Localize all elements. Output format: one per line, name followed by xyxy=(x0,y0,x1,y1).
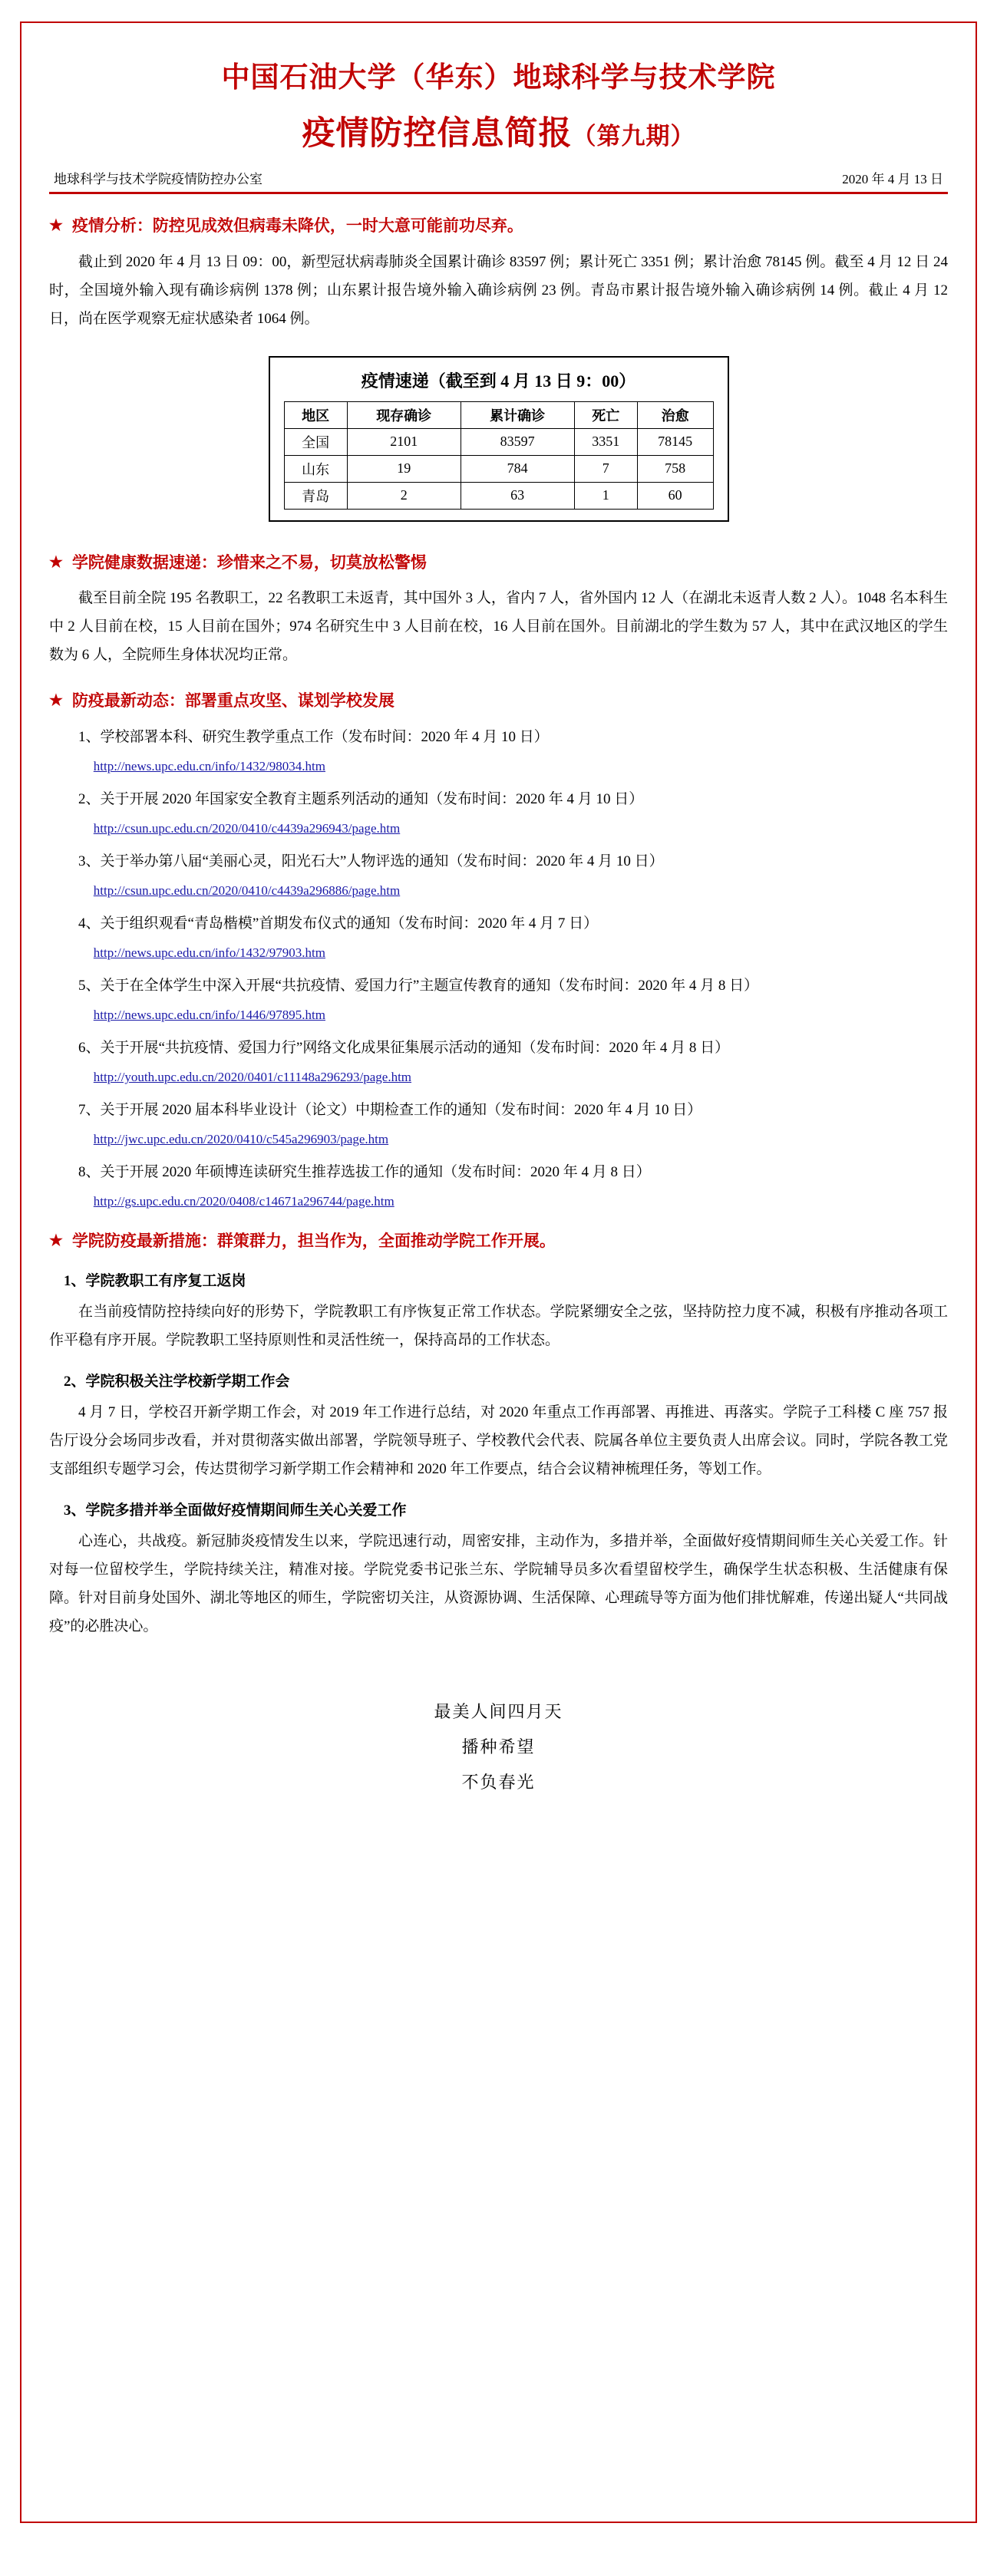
measure-3-title: 3、学院多措并举全面做好疫情期间师生关心关爱工作 xyxy=(64,1502,407,1519)
table-col-total: 累计确诊 xyxy=(461,401,574,428)
star-icon: ★ xyxy=(49,553,63,571)
cell-deaths: 3351 xyxy=(574,428,637,455)
section-heading-analysis xyxy=(49,214,948,239)
section-heading-measures-label: 学院防疫最新措施：群策群力，担当作为，全面推动学院工作开展。 xyxy=(71,1232,556,1251)
measure-3-text: 心连心，共战疫。新冠肺炎疫情发生以来，学院迅速行动，周密安排，主动作为，多措并举，全面做好疫情期间师生关心关爱工作。针对每一位留校学生，学院持续关注，精准对接。学院党委书记张兰东、学院辅导员多次看望留校学生，确保学生状态积极、生活健康有保障。针对目前身处国外、湖北等地区的师生，学院密切关注，从资源协调、生活保障、心理疏导等方面为他们排忧解难，传递出疑人“共同战疫”的必胜决心。 xyxy=(49,1532,948,1635)
cell-recovered: 78145 xyxy=(637,428,713,455)
table-col-deaths: 死亡 xyxy=(574,401,637,428)
footer-line-2: 播种希望 xyxy=(461,1737,536,1757)
document-meta xyxy=(49,168,948,190)
epidemic-table-box xyxy=(269,356,729,522)
epidemic-table xyxy=(284,401,714,510)
table-col-current: 现存确诊 xyxy=(347,401,461,428)
doc-title-main: 疫情防控信息简报 xyxy=(302,116,573,152)
doc-title-issue: （第九期） xyxy=(572,123,695,150)
star-icon: ★ xyxy=(49,1232,63,1250)
cell-region: 全国 xyxy=(284,428,347,455)
news-item-4: 4、关于组织观看“青岛楷模”首期发布仪式的通知（发布时间：2020 年 4 月 7 日） xyxy=(78,915,599,932)
table-row xyxy=(284,428,713,455)
star-icon: ★ xyxy=(49,692,63,710)
news-link-7[interactable]: http://jwc.upc.edu.cn/2020/0410/c545a296903/page.htm xyxy=(93,1132,389,1147)
cell-recovered: 758 xyxy=(637,455,713,482)
news-link-4[interactable]: http://news.upc.edu.cn/info/1432/97903.htm xyxy=(93,945,325,960)
news-item-7: 7、关于开展 2020 届本科毕业设计（论文）中期检查工作的通知（发布时间：2020 年 4 月 10 日） xyxy=(78,1102,702,1119)
header-divider xyxy=(49,192,948,194)
measure-2-text: 4 月 7 日，学校召开新学期工作会，对 2019 年工作进行总结，对 2020 年重点工作再部署、再推进、再落实。学院子工科楼 C 座 757 报告厅设分会场同步改看，并对贯彻落实做出部署，学院领导班子、学校教代会代表、院属各单位主要负责人出席会议。同时，学院各教工党支部组织专题学习会，传达贯彻学习新学期工作会精神和 2020 年工作要点，结合会议精神梳理任务，等划工作。 xyxy=(49,1403,948,1477)
news-item-8: 8、关于开展 2020 年硕博连读研究生推荐选拔工作的通知（发布时间：2020 年 4 月 8 日） xyxy=(78,1164,651,1181)
footer-line-1: 最美人间四月天 xyxy=(434,1702,563,1722)
star-icon: ★ xyxy=(49,217,63,234)
page-title-doc xyxy=(49,107,948,154)
news-link-5[interactable]: http://news.upc.edu.cn/info/1446/97895.htm xyxy=(93,1008,325,1023)
news-link-1[interactable]: http://news.upc.edu.cn/info/1432/98034.htm xyxy=(93,758,325,773)
cell-total: 63 xyxy=(461,482,574,509)
table-col-recovered: 治愈 xyxy=(637,401,713,428)
epidemic-table-caption: 疫情速递（截至到 4 月 13 日 9：00） xyxy=(361,371,636,391)
epidemic-table-wrap xyxy=(49,341,948,531)
section-heading-health-label: 学院健康数据速递：珍惜来之不易，切莫放松警惕 xyxy=(71,552,427,572)
news-link-6[interactable]: http://youth.upc.edu.cn/2020/0401/c11148a296293/page.htm xyxy=(93,1070,412,1085)
news-item-2: 2、关于开展 2020 年国家安全教育主题系列活动的通知（发布时间：2020 年 4 月 10 日） xyxy=(78,790,644,807)
measure-1-title: 1、学院教职工有序复工返岗 xyxy=(64,1272,246,1289)
publish-date: 2020 年 4 月 13 日 xyxy=(842,172,943,186)
paragraph-analysis: 截止到 2020 年 4 月 13 日 09：00，新型冠状病毒肺炎全国累计确诊 83597 例；累计死亡 3351 例；累计治愈 78145 例。截至 4 月 12 日 24 时，全国境外输入现有确诊病例 1378 例；山东累计报告境外输入确诊病例 23 例。青岛市累计报告境外输入确诊病例 14 例。截止 4 月 12 日，尚在医学观察无症状感染者 1064 例。 xyxy=(49,253,948,327)
news-item-5: 5、关于在全体学生中深入开展“共抗疫情、爱国力行”主题宣传教育的通知（发布时间：2020 年 4 月 8 日） xyxy=(78,977,759,994)
footer-poem xyxy=(49,1694,948,1801)
office-name: 地球科学与技术学院疫情防控办公室 xyxy=(54,172,262,186)
table-col-region: 地区 xyxy=(284,401,347,428)
measure-2-title: 2、学院积极关注学校新学期工作会 xyxy=(64,1373,290,1390)
footer-line-3: 不负春光 xyxy=(461,1773,536,1793)
news-item-6: 6、关于开展“共抗疫情、爱国力行”网络文化成果征集展示活动的通知（发布时间：2020 年 4 月 8 日） xyxy=(78,1040,730,1057)
news-link-3[interactable]: http://csun.upc.edu.cn/2020/0410/c4439a296886/page.htm xyxy=(93,882,401,898)
page-title-org: 中国石油大学（华东）地球科学与技术学院 xyxy=(221,62,776,94)
cell-deaths: 7 xyxy=(574,455,637,482)
cell-total: 784 xyxy=(461,455,574,482)
news-item-3: 3、关于举办第八届“美丽心灵，阳光石大”人物评选的通知（发布时间：2020 年 4 月 10 日） xyxy=(78,853,664,869)
cell-region: 青岛 xyxy=(284,482,347,509)
document-frame xyxy=(20,21,977,2523)
news-item-1: 1、学校部署本科、研究生教学重点工作（发布时间：2020 年 4 月 10 日） xyxy=(78,728,549,745)
news-link-2[interactable]: http://csun.upc.edu.cn/2020/0410/c4439a296943/page.htm xyxy=(93,820,401,836)
table-row xyxy=(284,455,713,482)
section-heading-health xyxy=(49,551,948,576)
cell-current: 2 xyxy=(347,482,461,509)
cell-region: 山东 xyxy=(284,455,347,482)
cell-total: 83597 xyxy=(461,428,574,455)
section-heading-analysis-label: 疫情分析：防控见成效但病毒未降伏，一时大意可能前功尽弃。 xyxy=(71,216,523,235)
paragraph-health: 截至目前全院 195 名教职工，22 名教职工未返青，其中国外 3 人，省内 7 人，省外国内 12 人（在湖北未返青人数 2 人）。1048 名本科生中 2 人目前在校，15 人目前在国外；974 名研究生中 3 人目前在校，16 人目前在国外。目前湖北的学生数为 57 人，其中在武汉地区的学生数为 6 人，全院师生身体状况均正常。 xyxy=(49,590,948,664)
measure-1-text: 在当前疫情防控持续向好的形势下，学院教职工有序恢复正常工作状态。学院紧绷安全之弦，坚持防控力度不减，积极有序推动各项工作平稳有序开展。学院教职工坚持原则性和灵活性统一，保持高昂的工作状态。 xyxy=(49,1303,948,1348)
cell-deaths: 1 xyxy=(574,482,637,509)
section-heading-measures xyxy=(49,1229,948,1254)
cell-recovered: 60 xyxy=(637,482,713,509)
cell-current: 19 xyxy=(347,455,461,482)
cell-current: 2101 xyxy=(347,428,461,455)
table-row xyxy=(284,482,713,509)
table-header-row xyxy=(284,401,713,428)
news-link-8[interactable]: http://gs.upc.edu.cn/2020/0408/c14671a296744/page.htm xyxy=(93,1194,395,1209)
section-heading-news xyxy=(49,689,948,714)
section-heading-news-label: 防疫最新动态：部署重点攻坚、谋划学校发展 xyxy=(71,691,395,711)
